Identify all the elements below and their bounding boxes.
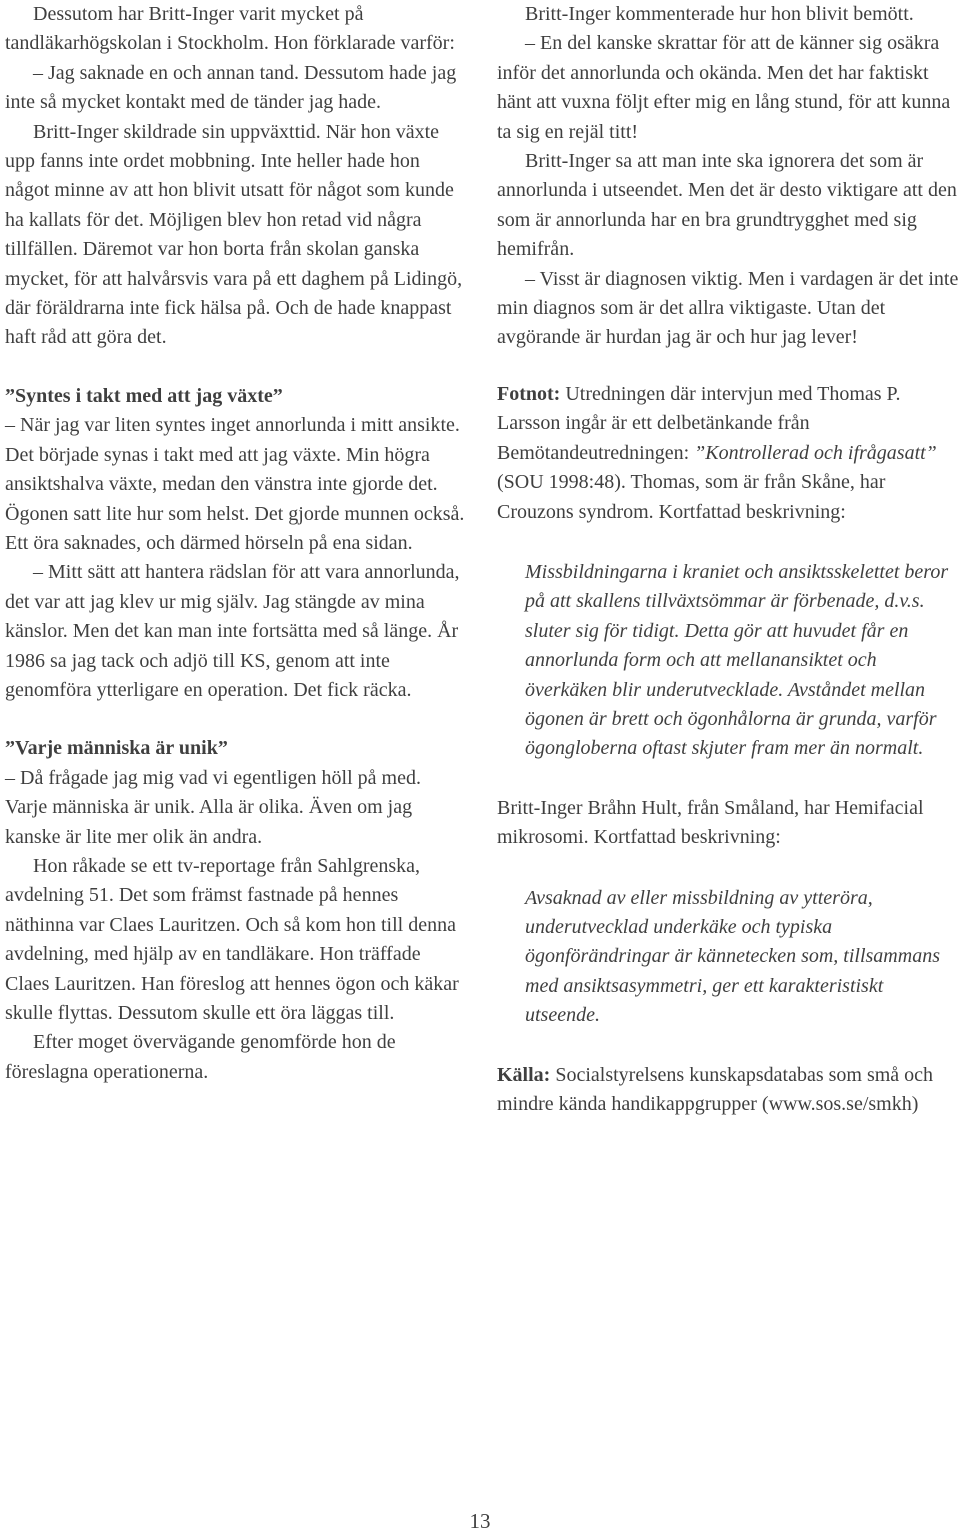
source-text: Socialstyrelsens kunskapsdatabas som små och mindre kända handikappgrupper (www.sos.se/smkh) (497, 1063, 934, 1115)
footnote-text: Utredningen där intervjun med Thomas P. Larsson ingår är ett delbetänkande från Bemötandeutredningen: (497, 382, 901, 464)
left-column (5, 0, 467, 1087)
report-title: ”Kontrollerad och ifrågasatt” (694, 441, 937, 464)
paragraph: – Jag saknade en och annan tand. Dessutom hade jag inte så mycket kontakt med de tänder jag hade. (5, 61, 457, 114)
paragraph: – En del kanske skrattar för att de känner sig osäkra inför det annorlunda och okända. Men det har faktiskt hänt att vuxna följt efter mig en lång stund, för att kunna ta sig en rejäl titt! (497, 32, 951, 143)
paragraph: – När jag var liten syntes inget annorlunda i mitt ansikte. Det började synas i takt med att jag växte. Min högra ansiktshalva växte, medan den vänstra inte gjorde det. Ögonen satt lite hur som helst. Det gjorde munnen också. Ett öra saknades, och därmed hörseln på ena sidan. (5, 414, 465, 554)
page-number: 13 (469, 1509, 491, 1533)
description-quote: Missbildningarna i kraniet och ansiktsskelettet beror på att skallens tillväxtsömmar är förbenade, d.v.s. sluter sig för tidigt. Detta gör att huvudet får en annorlunda form och att mellanansiktet och överkäken blir underutvecklade. Avståndet mellan ögonen är brett och ögonhålorna är grunda, varför ögongloberna oftast skjuter fram mer än normalt. (525, 560, 949, 760)
paragraph: Britt-Inger kommenterade hur hon blivit bemött. (525, 3, 914, 25)
paragraph: Dessutom har Britt-Inger varit mycket på tandläkarhögskolan i Stockholm. Hon förklarade varför: (5, 3, 455, 55)
footnote-label: Fotnot: (497, 382, 561, 405)
paragraph: Britt-Inger sa att man inte ska ignorera det som är annorlunda i utseendet. Men det är desto viktigare att den som är annorlunda har en bra grundtrygghet med sig hemifrån. (497, 150, 957, 261)
paragraph: Britt-Inger Bråhn Hult, från Småland, har Hemifacial mikrosomi. Kortfattad beskrivning: (497, 796, 924, 849)
footnote (497, 380, 959, 527)
paragraph: Efter moget övervägande genomförde hon de föreslagna operationerna. (5, 1031, 396, 1083)
right-column (497, 0, 959, 1119)
source-note (497, 1061, 959, 1120)
paragraph: – Mitt sätt att hantera rädslan för att vara annorlunda, det var att jag klev ur mig själv. Jag stängde av mina känslor. Men det kan man inte fortsätta med så länge. År 1986 sa jag tack och adjö till KS, genom att inte genomföra ytterligare en operation. Det fick räcka. (5, 561, 460, 701)
footnote-text: (SOU 1998:48). Thomas, som är från Skåne, har Crouzons syndrom. Kortfattad beskrivning: (497, 471, 886, 523)
paragraph: Britt-Inger skildrade sin uppväxttid. När hon växte upp fanns inte ordet mobbning. Inte heller hade hon något minne av att hon blivit utsatt för något som kunde ha kallats för det. Möjligen blev hon retad vid några tillfällen. Däremot var hon borta från skolan ganska mycket, för att halvårsvis vara på ett daghem på Lidingö, där föräldrarna inte fick hälsa på. Och de hade knappast haft råd att göra det. (5, 120, 463, 349)
description-quote: Avsaknad av eller missbildning av ytteröra, underutvecklad underkäke och typiska ögonförändringar är kännetecken som, tillsammans med ansiktsasymmetri, ger ett karakteristiskt utseende. (525, 886, 940, 1027)
section-heading: ”Syntes i takt med att jag växte” (5, 384, 283, 407)
paragraph: – Då frågade jag mig vad vi egentligen höll på med. Varje människa är unik. Alla är olika. Även om jag kanske är lite mer olik än andra. (5, 766, 421, 848)
paragraph: Hon råkade se ett tv-reportage från Sahlgrenska, avdelning 51. Det som främst fastnade på hennes näthinna var Claes Lauritzen. Och så kom hon till denna avdelning, med hjälp av en tandläkare. Hon träffade Claes Lauritzen. Han föreslog att hennes ögon och käkar skulle flyttas. Dessutom skulle ett öra läggas till. (5, 854, 459, 1024)
section-heading: ”Varje människa är unik” (5, 737, 228, 760)
paragraph: – Visst är diagnosen viktig. Men i vardagen är det inte min diagnos som är det allra viktigaste. Utan det avgörande är hurdan jag är och hur jag lever! (497, 267, 959, 349)
source-label: Källa: (497, 1063, 551, 1086)
